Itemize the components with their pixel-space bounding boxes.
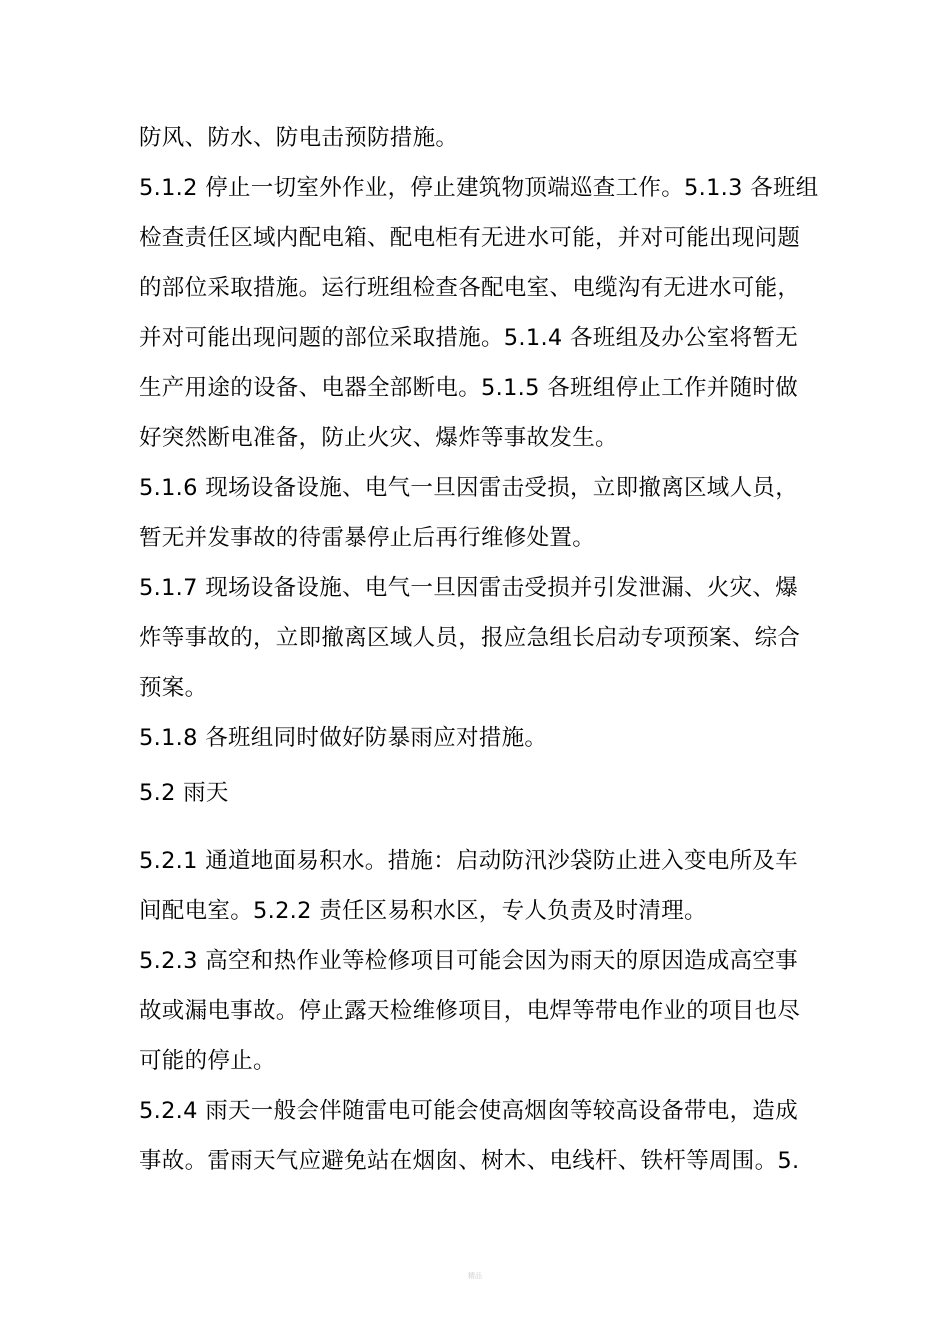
text-line: 并对可能出现问题的部位采取措施。5.1.4 各班组及办公室将暂无 [139,325,799,351]
text-line: 炸等事故的，立即撤离区域人员，报应急组长启动专项预案、综合 [139,625,801,651]
text-line: 故或漏电事故。停止露天检维修项目，电焊等带电作业的项目也尽 [139,998,801,1024]
section-heading: 5.2 雨天 [139,780,229,806]
text-line: 间配电室。5.2.2 责任区易积水区，专人负责及时清理。 [139,898,707,924]
text-line: 事故。雷雨天气应避免站在烟囱、树木、电线杆、铁杆等周围。5. [139,1148,800,1174]
text-line: 暂无并发事故的待雷暴停止后再行维修处置。 [139,525,596,551]
text-line: 5.2.1 通道地面易积水。措施：启动防汛沙袋防止进入变电所及车 [139,848,799,874]
text-line: 好突然断电准备，防止火灾、爆炸等事故发生。 [139,425,618,451]
text-line: 5.1.2 停止一切室外作业，停止建筑物顶端巡查工作。5.1.3 各班组 [139,175,819,201]
text-line: 5.1.6 现场设备设施、电气一旦因雷击受损，立即撤离区域人员， [139,475,799,501]
text-line: 预案。 [139,675,208,701]
text-line: 的部位采取措施。运行班组检查各配电室、电缆沟有无进水可能， [139,275,801,301]
text-line: 5.1.7 现场设备设施、电气一旦因雷击受损并引发泄漏、火灾、爆 [139,575,799,601]
text-line: 5.2.4 雨天一般会伴随雷电可能会使高烟囱等较高设备带电，造成 [139,1098,799,1124]
text-line: 生产用途的设备、电器全部断电。5.1.5 各班组停止工作并随时做 [139,375,799,401]
text-line: 防风、防水、防电击预防措施。 [139,125,459,151]
footer-watermark: 精品 [468,1272,482,1280]
text-line: 5.1.8 各班组同时做好防暴雨应对措施。 [139,725,548,751]
text-line: 5.2.3 高空和热作业等检修项目可能会因为雨天的原因造成高空事 [139,948,799,974]
text-line: 检查责任区域内配电箱、配电柜有无进水可能，并对可能出现问题 [139,225,801,251]
text-line: 可能的停止。 [139,1048,276,1074]
